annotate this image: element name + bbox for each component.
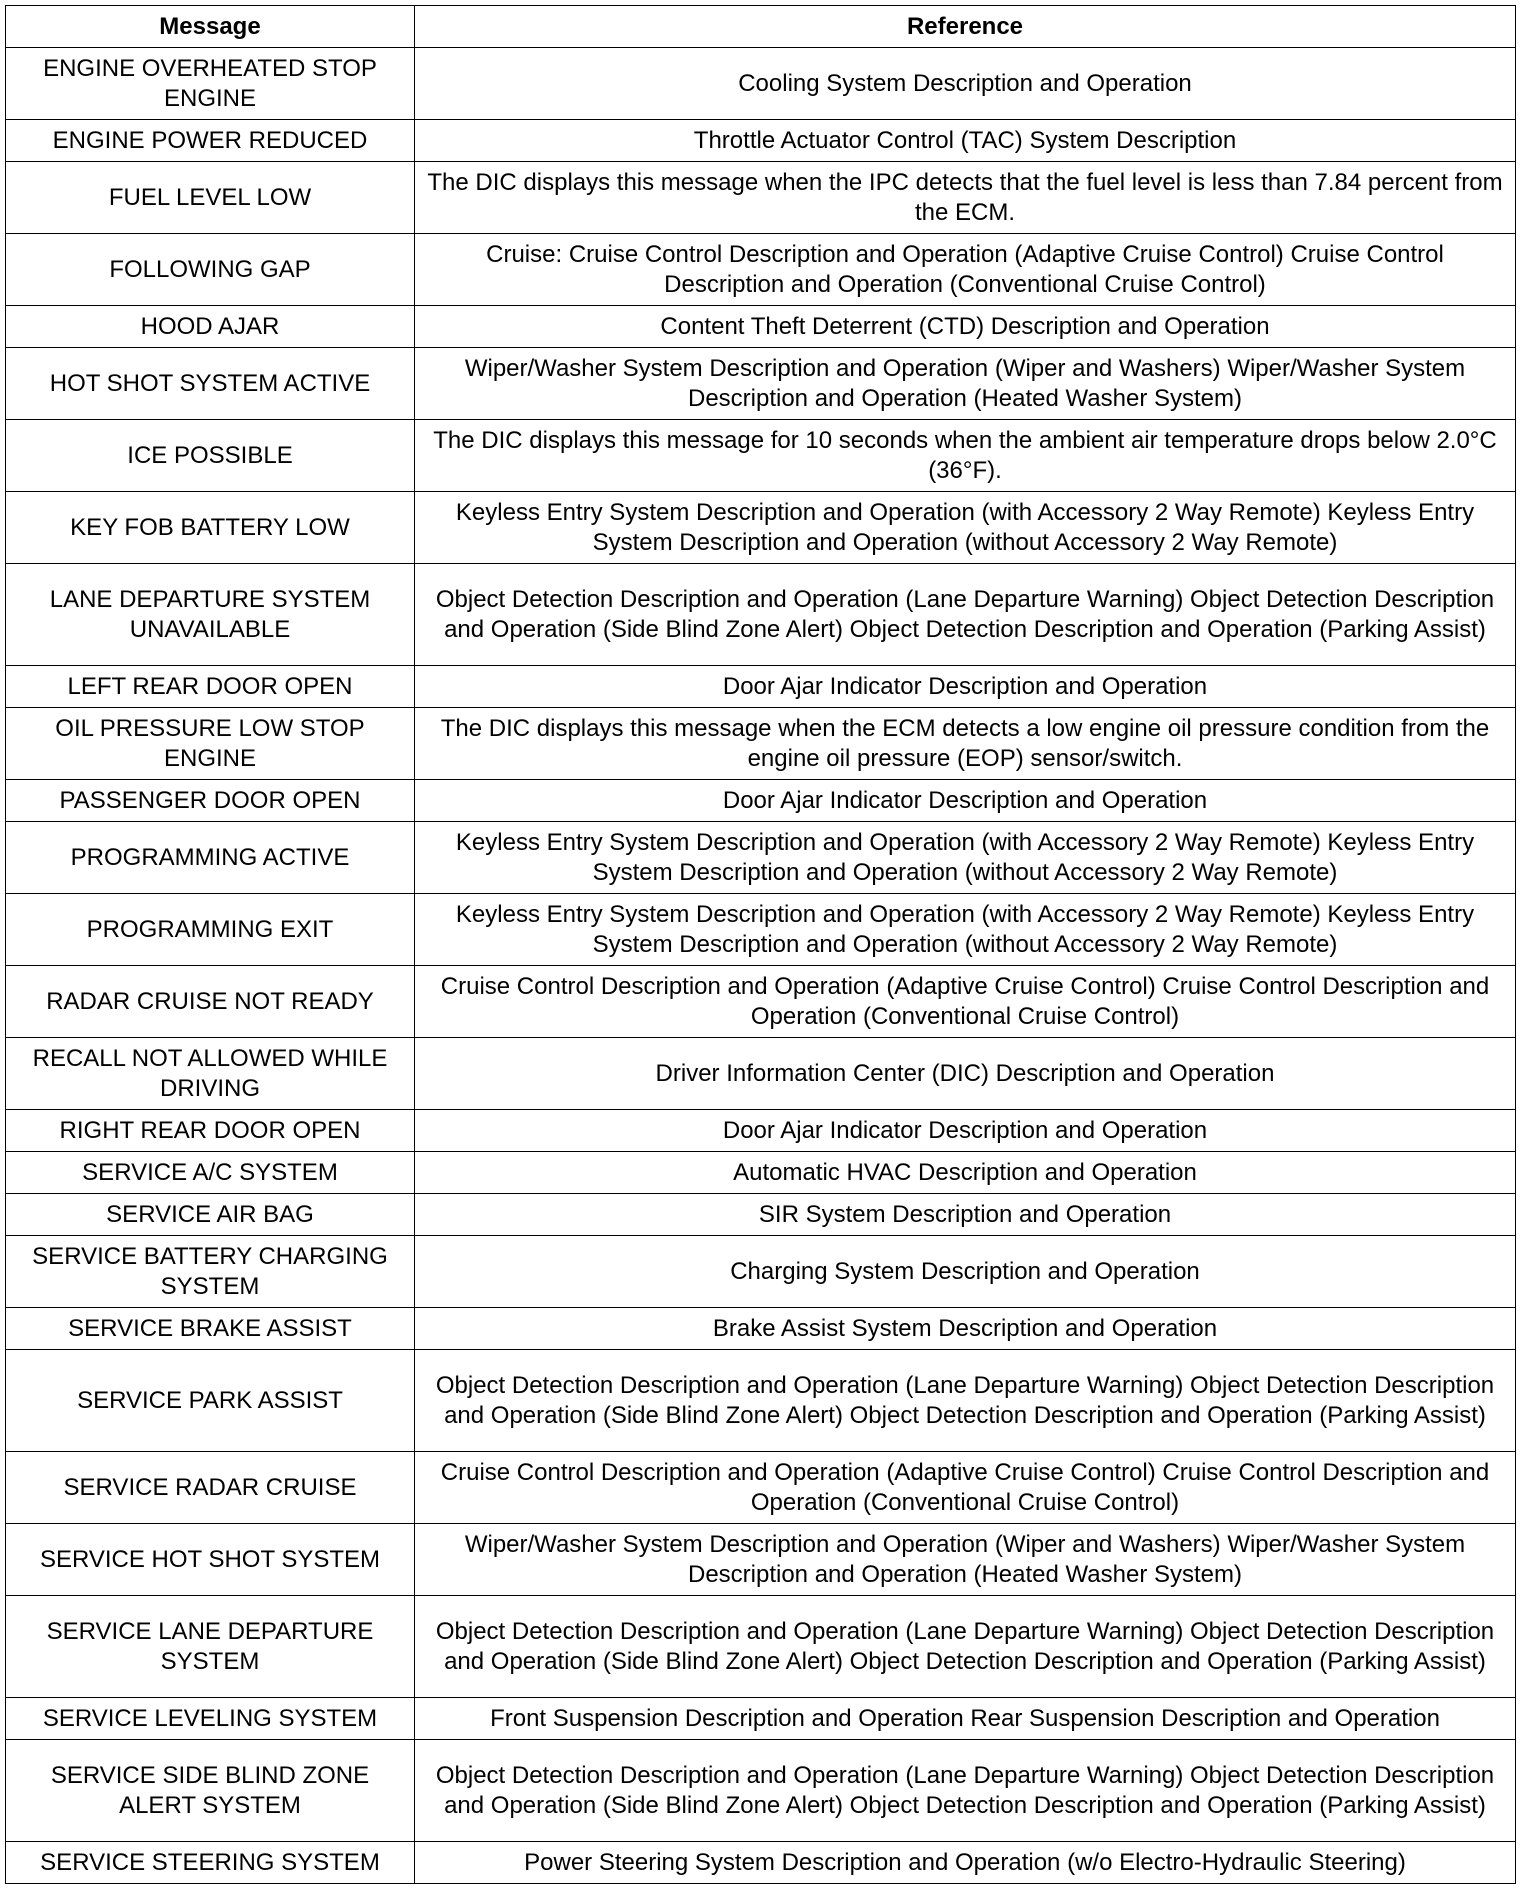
message-cell: RECALL NOT ALLOWED WHILE DRIVING xyxy=(6,1038,415,1110)
reference-cell: Front Suspension Description and Operation Rear Suspension Description and Operation xyxy=(415,1698,1516,1740)
reference-cell: Object Detection Description and Operation (Lane Departure Warning) Object Detection Description and Operation (Side Blind Zone Alert) Object Detection Description and Operation (Parking Assist) xyxy=(415,564,1516,666)
message-cell: PROGRAMMING EXIT xyxy=(6,894,415,966)
message-cell: ICE POSSIBLE xyxy=(6,420,415,492)
reference-cell: Door Ajar Indicator Description and Operation xyxy=(415,780,1516,822)
reference-cell: Cruise: Cruise Control Description and Operation (Adaptive Cruise Control) Cruise Control Description and Operation (Conventional Cruise Control) xyxy=(415,234,1516,306)
message-cell: LEFT REAR DOOR OPEN xyxy=(6,666,415,708)
table-row xyxy=(6,1596,1516,1698)
message-cell: SERVICE BRAKE ASSIST xyxy=(6,1308,415,1350)
table-row xyxy=(6,1194,1516,1236)
reference-cell: Keyless Entry System Description and Operation (with Accessory 2 Way Remote) Keyless Entry System Description and Operation (without Accessory 2 Way Remote) xyxy=(415,492,1516,564)
reference-cell: Brake Assist System Description and Operation xyxy=(415,1308,1516,1350)
reference-cell: Wiper/Washer System Description and Operation (Wiper and Washers) Wiper/Washer System Description and Operation (Heated Washer System) xyxy=(415,1524,1516,1596)
table-row xyxy=(6,1350,1516,1452)
table-row xyxy=(6,1524,1516,1596)
table-row xyxy=(6,1740,1516,1842)
reference-cell: Charging System Description and Operation xyxy=(415,1236,1516,1308)
message-cell: RADAR CRUISE NOT READY xyxy=(6,966,415,1038)
message-cell: SERVICE A/C SYSTEM xyxy=(6,1152,415,1194)
reference-cell: Keyless Entry System Description and Operation (with Accessory 2 Way Remote) Keyless Entry System Description and Operation (without Accessory 2 Way Remote) xyxy=(415,894,1516,966)
message-cell: OIL PRESSURE LOW STOP ENGINE xyxy=(6,708,415,780)
reference-cell: Door Ajar Indicator Description and Operation xyxy=(415,1110,1516,1152)
table-row xyxy=(6,234,1516,306)
message-cell: FUEL LEVEL LOW xyxy=(6,162,415,234)
reference-cell: The DIC displays this message when the ECM detects a low engine oil pressure condition from the engine oil pressure (EOP) sensor/switch. xyxy=(415,708,1516,780)
table-row xyxy=(6,564,1516,666)
reference-cell: Door Ajar Indicator Description and Operation xyxy=(415,666,1516,708)
table-row xyxy=(6,1038,1516,1110)
message-cell: SERVICE PARK ASSIST xyxy=(6,1350,415,1452)
table-row xyxy=(6,1842,1516,1884)
header-reference: Reference xyxy=(415,6,1516,48)
table-row xyxy=(6,48,1516,120)
message-cell: HOOD AJAR xyxy=(6,306,415,348)
reference-cell: The DIC displays this message for 10 seconds when the ambient air temperature drops below 2.0°C (36°F). xyxy=(415,420,1516,492)
table-row xyxy=(6,1236,1516,1308)
reference-cell: Power Steering System Description and Operation (w/o Electro-Hydraulic Steering) xyxy=(415,1842,1516,1884)
table-row xyxy=(6,966,1516,1038)
table-row xyxy=(6,894,1516,966)
message-cell: LANE DEPARTURE SYSTEM UNAVAILABLE xyxy=(6,564,415,666)
reference-cell: SIR System Description and Operation xyxy=(415,1194,1516,1236)
message-cell: SERVICE STEERING SYSTEM xyxy=(6,1842,415,1884)
table-header xyxy=(6,6,1516,48)
table-body xyxy=(6,48,1516,1884)
message-cell: HOT SHOT SYSTEM ACTIVE xyxy=(6,348,415,420)
reference-cell: Object Detection Description and Operation (Lane Departure Warning) Object Detection Description and Operation (Side Blind Zone Alert) Object Detection Description and Operation (Parking Assist) xyxy=(415,1740,1516,1842)
reference-cell: Object Detection Description and Operation (Lane Departure Warning) Object Detection Description and Operation (Side Blind Zone Alert) Object Detection Description and Operation (Parking Assist) xyxy=(415,1350,1516,1452)
reference-cell: Keyless Entry System Description and Operation (with Accessory 2 Way Remote) Keyless Entry System Description and Operation (without Accessory 2 Way Remote) xyxy=(415,822,1516,894)
table-row xyxy=(6,1698,1516,1740)
dic-message-reference-table xyxy=(5,5,1516,1884)
message-cell: PASSENGER DOOR OPEN xyxy=(6,780,415,822)
table-row xyxy=(6,1110,1516,1152)
message-cell: SERVICE LANE DEPARTURE SYSTEM xyxy=(6,1596,415,1698)
reference-cell: Cruise Control Description and Operation (Adaptive Cruise Control) Cruise Control Description and Operation (Conventional Cruise Control) xyxy=(415,966,1516,1038)
reference-cell: Content Theft Deterrent (CTD) Description and Operation xyxy=(415,306,1516,348)
table-row xyxy=(6,420,1516,492)
message-cell: PROGRAMMING ACTIVE xyxy=(6,822,415,894)
table-row xyxy=(6,1452,1516,1524)
table-row xyxy=(6,666,1516,708)
message-cell: RIGHT REAR DOOR OPEN xyxy=(6,1110,415,1152)
table-row xyxy=(6,306,1516,348)
message-cell: SERVICE AIR BAG xyxy=(6,1194,415,1236)
message-cell: ENGINE POWER REDUCED xyxy=(6,120,415,162)
message-cell: ENGINE OVERHEATED STOP ENGINE xyxy=(6,48,415,120)
reference-cell: Cooling System Description and Operation xyxy=(415,48,1516,120)
table-row xyxy=(6,780,1516,822)
message-cell: FOLLOWING GAP xyxy=(6,234,415,306)
reference-cell: The DIC displays this message when the IPC detects that the fuel level is less than 7.84 percent from the ECM. xyxy=(415,162,1516,234)
table-row xyxy=(6,120,1516,162)
reference-cell: Automatic HVAC Description and Operation xyxy=(415,1152,1516,1194)
header-message: Message xyxy=(6,6,415,48)
table-row xyxy=(6,162,1516,234)
table-row xyxy=(6,822,1516,894)
table-row xyxy=(6,708,1516,780)
reference-cell: Cruise Control Description and Operation (Adaptive Cruise Control) Cruise Control Description and Operation (Conventional Cruise Control) xyxy=(415,1452,1516,1524)
header-row xyxy=(6,6,1516,48)
reference-cell: Driver Information Center (DIC) Description and Operation xyxy=(415,1038,1516,1110)
message-cell: KEY FOB BATTERY LOW xyxy=(6,492,415,564)
table-row xyxy=(6,1308,1516,1350)
message-cell: SERVICE RADAR CRUISE xyxy=(6,1452,415,1524)
table-row xyxy=(6,492,1516,564)
message-cell: SERVICE LEVELING SYSTEM xyxy=(6,1698,415,1740)
message-cell: SERVICE BATTERY CHARGING SYSTEM xyxy=(6,1236,415,1308)
reference-cell: Object Detection Description and Operation (Lane Departure Warning) Object Detection Description and Operation (Side Blind Zone Alert) Object Detection Description and Operation (Parking Assist) xyxy=(415,1596,1516,1698)
reference-cell: Throttle Actuator Control (TAC) System Description xyxy=(415,120,1516,162)
reference-cell: Wiper/Washer System Description and Operation (Wiper and Washers) Wiper/Washer System Description and Operation (Heated Washer System) xyxy=(415,348,1516,420)
table-row xyxy=(6,1152,1516,1194)
message-cell: SERVICE HOT SHOT SYSTEM xyxy=(6,1524,415,1596)
message-cell: SERVICE SIDE BLIND ZONE ALERT SYSTEM xyxy=(6,1740,415,1842)
table-row xyxy=(6,348,1516,420)
